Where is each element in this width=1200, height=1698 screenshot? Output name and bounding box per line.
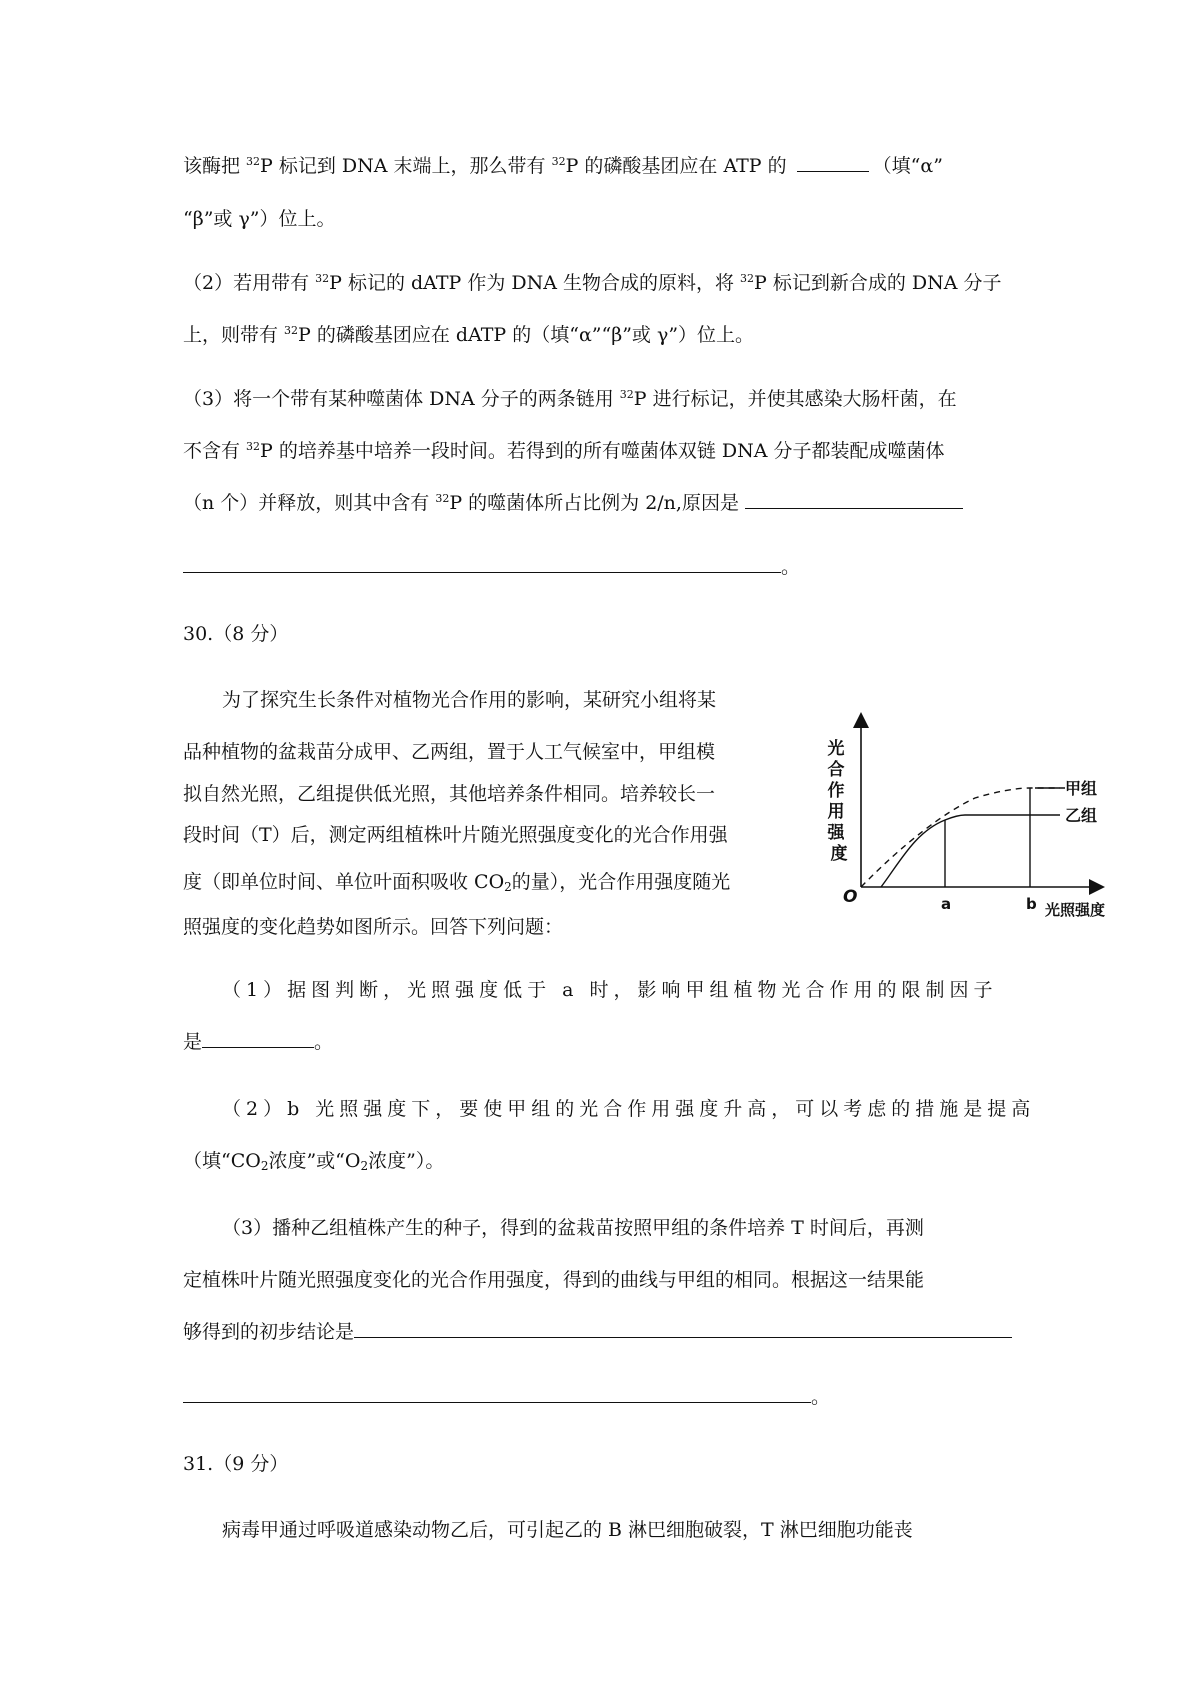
series-yi-curve bbox=[881, 815, 1060, 887]
origin-label: O bbox=[843, 887, 858, 907]
q29-s1-line1: 该酶把 $^{32}$P 标记到 DNA 末端上，那么带有 $^{32}$P 的磷酸基团应在 ATP 的 （填“α” bbox=[183, 155, 943, 177]
legend-yi: 乙组 bbox=[1065, 806, 1098, 825]
q29-s1-line2: “β”或 γ”）位上。 bbox=[183, 208, 336, 230]
q30-heading: 30.（8 分） bbox=[183, 623, 289, 645]
answer-blank[interactable] bbox=[797, 153, 869, 172]
q29-s3-line1: （3）将一个带有某种噬菌体 DNA 分子的两条链用 $^{32}$P 进行标记，并使其感染大肠杆菌，在 bbox=[183, 388, 957, 410]
q30-s3-line4: 。 bbox=[183, 1383, 830, 1411]
q31-line1: 病毒甲通过呼吸道感染动物乙后，可引起乙的 B 淋巴细胞破裂，T 淋巴细胞功能丧 bbox=[222, 1519, 913, 1541]
q30-intro-line4: 段时间（T）后，测定两组植株叶片随光照强度变化的光合作用强 bbox=[183, 824, 728, 846]
q29-s2-line1: （2）若用带有 $^{32}$P 标记的 dATP 作为 DNA 生物合成的原料，将 $^{32}$P 标记到新合成的 DNA 分子 bbox=[183, 272, 1002, 294]
answer-blank[interactable] bbox=[354, 1319, 1012, 1338]
answer-blank[interactable] bbox=[745, 490, 963, 509]
q31-heading: 31.（9 分） bbox=[183, 1453, 289, 1475]
q30-intro-line1: 为了探究生长条件对植物光合作用的影响，某研究小组将某 bbox=[222, 689, 717, 711]
q30-s3-line2: 定植株叶片随光照强度变化的光合作用强度，得到的曲线与甲组的相同。根据这一结果能 bbox=[183, 1269, 925, 1291]
q30-intro-line6: 照强度的变化趋势如图所示。回答下列问题： bbox=[183, 916, 564, 938]
answer-blank[interactable] bbox=[183, 1384, 811, 1403]
q29-s3-line2: 不含有 $^{32}$P 的培养基中培养一段时间。若得到的所有噬菌体双链 DNA 分子都装配成噬菌体 bbox=[183, 440, 945, 462]
y-axis-label: 光 合 作 用 强 度 bbox=[827, 739, 848, 864]
q30-s2-line1: （2）b 光照强度下，要使甲组的光合作用强度升高，可以考虑的措施是提高 bbox=[222, 1098, 1036, 1120]
q30-s2-line2: （填“$CO_2$浓度”或“$O_2$浓度”）。 bbox=[183, 1150, 445, 1173]
x-tick-a: a bbox=[941, 895, 952, 913]
q30-intro-line2: 品种植物的盆栽苗分成甲、乙两组，置于人工气候室中，甲组模 bbox=[183, 741, 716, 763]
q29-s3-line3: （n 个）并释放，则其中含有 $^{32}$P 的噬菌体所占比例为 2/n,原因是 bbox=[183, 489, 963, 517]
q30-s3-line1: （3）播种乙组植株产生的种子，得到的盆栽苗按照甲组的条件培养 T 时间后，再测 bbox=[222, 1217, 924, 1239]
q30-intro-line3: 拟自然光照，乙组提供低光照，其他培养条件相同。培养较长一 bbox=[183, 783, 716, 805]
photosynthesis-graph bbox=[805, 712, 1105, 922]
q30-s3-line3: 够得到的初步结论是 bbox=[183, 1318, 1012, 1346]
q29-s3-line4: 。 bbox=[183, 553, 800, 581]
q30-intro-line5: 度（即单位时间、单位叶面积吸收 $CO_2$的量），光合作用强度随光 bbox=[183, 871, 731, 894]
q29-s2-line2: 上，则带有 $^{32}$P 的磷酸基团应在 dATP 的（填“α”“β”或 γ”）位上。 bbox=[183, 324, 755, 346]
x-tick-b: b bbox=[1026, 895, 1037, 913]
q30-s1-line2: 是 。 bbox=[183, 1031, 334, 1053]
answer-blank[interactable] bbox=[183, 554, 781, 573]
answer-blank[interactable] bbox=[202, 1029, 314, 1048]
x-axis-label: 光照强度 bbox=[1045, 901, 1105, 919]
legend-jia: 甲组 bbox=[1065, 779, 1098, 798]
q30-s1-line1: （1）据图判断，光照强度低于 a 时，影响甲组植物光合作用的限制因子 bbox=[222, 979, 998, 1001]
